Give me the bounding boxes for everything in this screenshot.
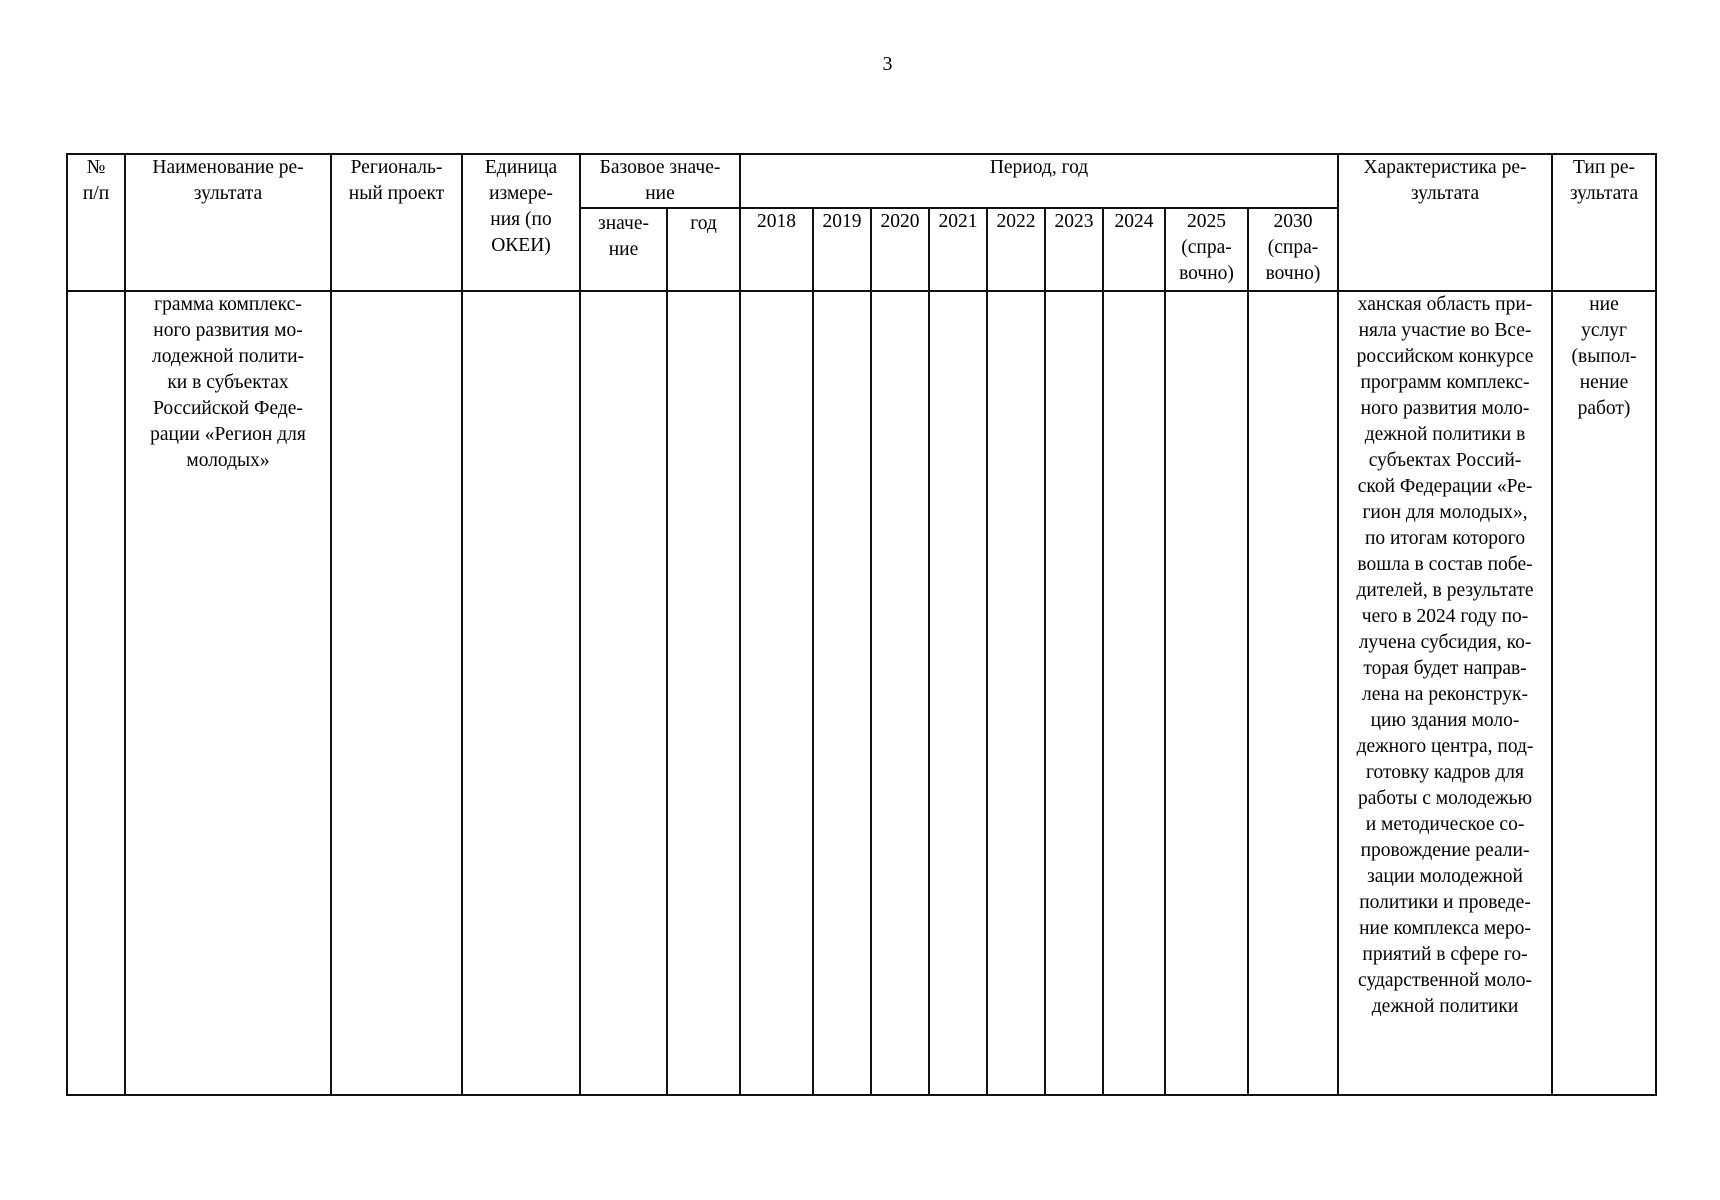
cell-type: ние услуг (выпол- нение работ) <box>1552 291 1656 1095</box>
header-year-2024: 2024 <box>1103 208 1165 291</box>
header-base-value: значе- ние <box>580 208 667 291</box>
cell-2019 <box>813 291 871 1095</box>
table-row <box>67 291 1656 1095</box>
cell-2025 <box>1165 291 1248 1095</box>
cell-unit <box>462 291 580 1095</box>
header-year-2022: 2022 <box>987 208 1045 291</box>
cell-base-value <box>580 291 667 1095</box>
cell-2024 <box>1103 291 1165 1095</box>
cell-2021 <box>929 291 987 1095</box>
cell-project <box>331 291 462 1095</box>
header-year-2025: 2025 (спра- вочно) <box>1165 208 1248 291</box>
header-num: № п/п <box>67 154 125 291</box>
header-base-year: год <box>667 208 740 291</box>
cell-name: грамма комплекс- ного развития мо- лодежной полити- ки в субъектах Российской Феде- рации «Регион для молодых» <box>125 291 331 1095</box>
cell-2030 <box>1248 291 1338 1095</box>
header-year-2018: 2018 <box>740 208 813 291</box>
cell-characteristic: ханская область при- няла участие во Все- российском конкурсе программ комплекс- ного развития моло- дежной политики в субъектах Россий- ской Федерации «Ре- гион для молодых», по итогам которого вошла в состав побе- дителей, в результате чего в 2024 году по- лучена субсидия, ко- торая будет направ- лена на реконструк- цию здания моло- дежного центра, под- готовку кадров для работы с молодежью и методическое со- провождение реали- зации молодежной политики и проведе- ние комплекса меро- приятий в сфере го- сударственной моло- дежной политики <box>1338 291 1552 1095</box>
cell-num <box>67 291 125 1095</box>
header-period: Период, год <box>740 154 1338 208</box>
header-name: Наименование ре- зультата <box>125 154 331 291</box>
header-year-2021: 2021 <box>929 208 987 291</box>
results-table <box>66 153 1657 1096</box>
cell-2022 <box>987 291 1045 1095</box>
header-year-2019: 2019 <box>813 208 871 291</box>
header-year-2030: 2030 (спра- вочно) <box>1248 208 1338 291</box>
header-base: Базовое значе- ние <box>580 154 740 208</box>
page-number: 3 <box>882 53 893 75</box>
header-characteristic: Характеристика ре- зультата <box>1338 154 1552 291</box>
header-project: Региональ- ный проект <box>331 154 462 291</box>
cell-2018 <box>740 291 813 1095</box>
header-type: Тип ре- зультата <box>1552 154 1656 291</box>
cell-2023 <box>1045 291 1103 1095</box>
cell-base-year <box>667 291 740 1095</box>
header-unit: Единица измере- ния (по ОКЕИ) <box>462 154 580 291</box>
cell-2020 <box>871 291 929 1095</box>
header-year-2020: 2020 <box>871 208 929 291</box>
header-year-2023: 2023 <box>1045 208 1103 291</box>
